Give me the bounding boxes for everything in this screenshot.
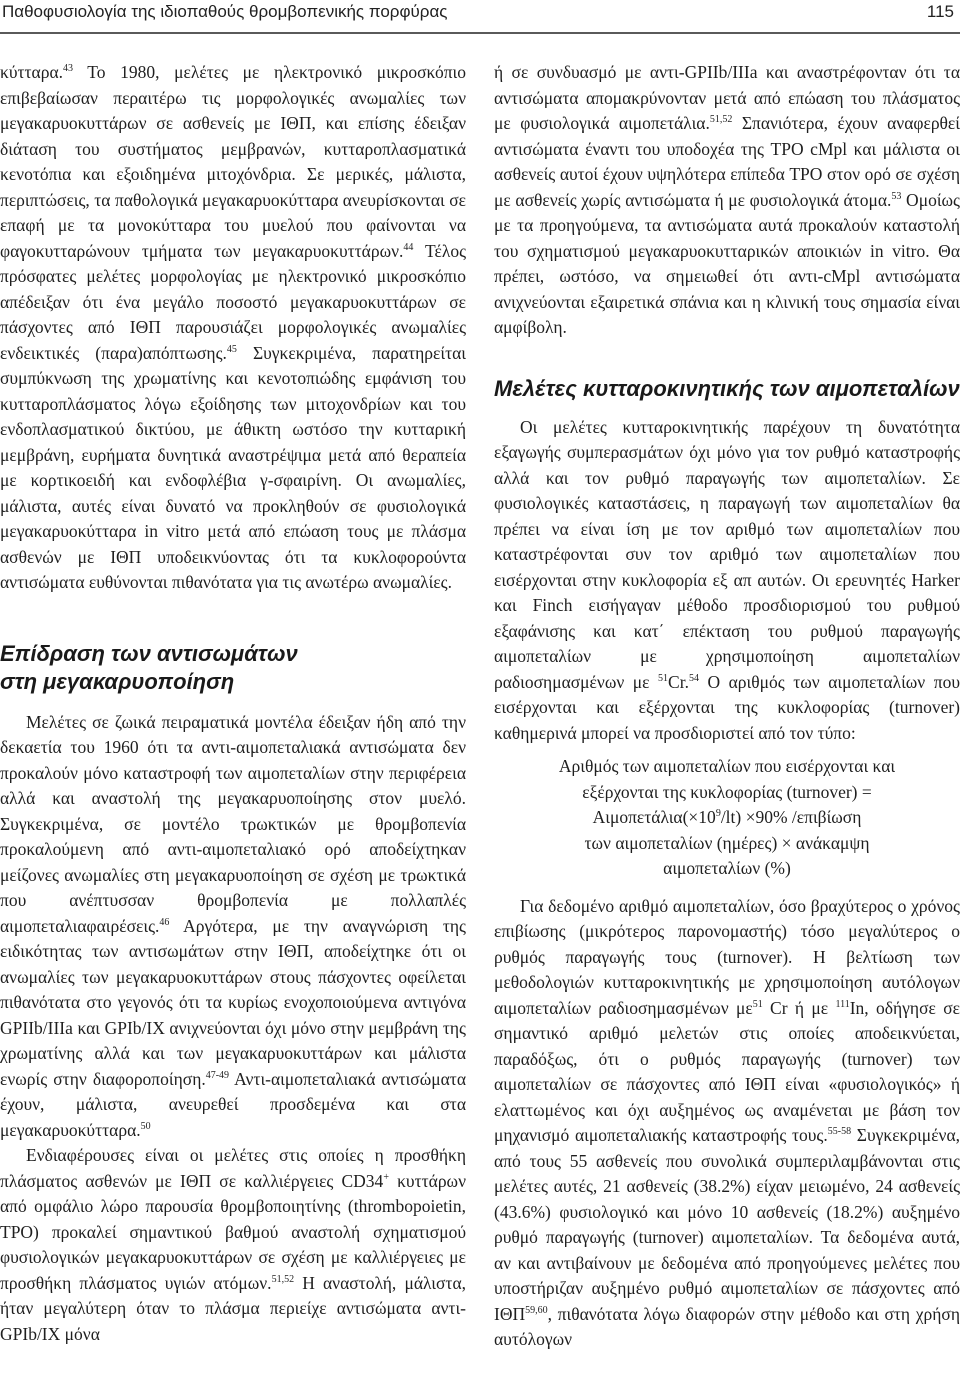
text-run: Αντι-αιμοπεταλιακά αντισώματα έχουν, μάλιστα, ανευρεθεί προσδεμένα και στα μεγακαρυοκύτταρα. — [0, 1068, 466, 1140]
right-column — [494, 60, 960, 1353]
text-run: Μελέτες σε ζωικά πειραματικά μοντέλα έδειξαν ήδη από την δεκαετία του 1960 ότι τα αντι-αιμοπεταλιακά αντισώματα δεν προκαλούν μόνο καταστροφή των αιμοπεταλίων στην περιφέρεια αλλά και αναστολή της μεγακαρυοποίησης στον μυελό. Συγκεκριμένα, σε μοντέλο τρωκτικών με θρομβοπενία προκαλούμενη από αντι-αιμοπεταλιακό ορό αποδείχτηκαν μείζονες ανωμαλίες στη μεγακαρυοποίηση σε σχέση με τρωκτικά που ανέπτυσσαν θρομβοπενία με πολλαπλές αιμοπεταλιαφαιρέσεις. — [0, 711, 466, 936]
text-run: ή σε συνδυασμό με αντι-GPIIb/IIIa και αναστρέφονταν ότι τα αντισώματα απομακρύνονταν μετά από επώαση του πλάσματος με φυσιολογικά αιμοπετάλια. — [494, 62, 960, 133]
text-run: /lt) ×90% /επιβίωση — [720, 807, 862, 827]
text-run: Για δεδομένο αριθμό αιμοπεταλίων, όσο βραχύτερος ο χρόνος επιβίωσης (μικρότερος παρονομαστής) τόσο μεγαλύτερος ο ρυθμός παραγωγής τους (turnover). Η βελτίωση των μεθοδολογιών κυτταροκινητικής με χρησιμοποίηση αυτόλογων αιμοπεταλίων ραδιοσημασμένων με — [494, 895, 960, 1018]
text-run: Οι μελέτες κυτταροκινητικής παρέχουν τη δυνατότητα εξαγωγής συμπερασμάτων όχι μόνο για τον ρυθμό καταστροφής αλλά και τον ρυθμό παραγωγής των αιμοπεταλίων. Σε φυσιολογικές καταστάσεις, η παραγωγή των αιμοπεταλίων θα πρέπει να είναι ίση με τον αριθμό των αιμοπεταλίων που καταστρέφονται συν τον αριθμό των αιμοπεταλίων που εισέρχονται στην κυκλοφορία εξ απ αυτών. Οι ερευνητές Harker και Finch εισήγαγαν μέθοδο προσδιορισμού του ρυθμού εξαφάνισης και κατ΄ επέκταση του ρυθμού παραγωγής αιμοπεταλίων με χρησιμοποίηση αιμοπεταλίων ραδιοσημασμένων με — [494, 416, 960, 692]
text-run: Αργότερα, με την αναγνώριση της ειδικότητας των αντισωμάτων στην ΙΘΠ, αποδείχτηκε ότι οι ανωμαλίες των μεγακαρυοκυττάρων στους πάσχοντες οφείλεται πιθανότατα στο γεγονός ότι τα κυρίως ενοχοποιούμενα αντιγόνα GPIIb/IIIa και GPIb/IX ανιχνεύονται όχι μόνο στην μεμβράνη της χρωματίνης αλλά και των μεγακαρυοκυττάρων και μάλιστα ενωρίς στην διαφοροποίηση. — [0, 915, 466, 1089]
text-run: Συγκεκριμένα, παρατηρείται συμπύκνωση της χρωματίνης και κενοτοπιώδης εμφάνιση του κυτταροπλάσματος λόγω εξοίδησης των μιτοχονδρίων και του ενδοπλασματικού δικτύου, με άθικτη ωστόσο την κυτταρική μεμβράνη, ευρήματα δυνητικά αναστρέψιμα μετά από θεραπεία με κορτικοειδή και ενδοφλέβια γ-σφαιρίνη. Οι ανωμαλίες, μάλιστα, αυτές είναι δυνατό να προκληθούν σε φυσιολογικά μεγακαρυοκύτταρα in vitro μετά από επώαση τους με πλάσμα ασθενών με ΙΘΠ υποδεικνύοντας ότι τα κυκλοφορούντα αντισώματα ευθύνονται πιθανότατα για τις ανωτέρω ανωμαλίες. — [0, 342, 466, 592]
formula-line: εξέρχονται της κυκλοφορίας (turnover) = — [582, 781, 872, 802]
paragraph — [494, 894, 960, 1353]
citation-ref: 47-49 — [205, 1069, 230, 1081]
text-run: Ενδιαφέρουσες είναι οι μελέτες στις οποίες η προσθήκη πλάσματος ασθενών με ΙΘΠ σε καλλιέργειες CD34 — [0, 1145, 466, 1191]
citation-ref: 54 — [688, 672, 699, 684]
formula-line: Αριθμός των αιμοπεταλίων που εισέρχονται και — [558, 756, 896, 776]
text-run: In, οδήγησε σε σημαντικό αριθμό μελετών στις οποίες αποδεικνύεται, παραδόξως, ότι ο ρυθμός παραγωγής (turnover) των αιμοπεταλίων σε πάσχοντες από ΙΘΠ είναι «φυσιολογικός» ή ελαττωμένος και όχι αυξημένος ως αναμένεται με βάση τον μηχανισμό αιμοπεταλιακής καταστροφής τους. — [494, 997, 960, 1145]
paragraph — [494, 60, 960, 341]
citation-ref: 43 — [63, 63, 73, 74]
citation-ref: 55-58 — [827, 1126, 852, 1137]
superscript: 111 — [835, 998, 850, 1010]
text-run: κυττάρων από ομφάλιο λώρο παρουσία θρομβοποιητίνης (thrombopoietin, TPO) προκαλεί σημαντικού βαθμού αναστολή σχηματισμού φυσιολογικών μεγακαρυοκυττάρων σε σχέση με καλλιέργειες με προσθήκη πλάσματος υγιών ατόμων. — [0, 1170, 466, 1293]
citation-ref: 59,60 — [525, 1304, 548, 1316]
heading-line: Επίδραση των αντισωμάτων — [0, 640, 298, 666]
running-head — [0, 0, 960, 30]
page-number: 115 — [926, 2, 954, 21]
text-run: Η αναστολή, μάλιστα, ήταν μεγαλύτερη όταν το πλάσμα περιείχε αντισώματα αντι-GPIb/IX μόνα — [0, 1272, 466, 1344]
citation-ref: 44 — [403, 241, 414, 253]
citation-ref: 45 — [226, 343, 237, 355]
formula-line: των αιμοπεταλίων (ημέρες) × ανάκαμψη — [584, 832, 870, 853]
paragraph — [0, 710, 466, 1144]
left-column — [0, 60, 466, 1347]
superscript: 51 — [752, 998, 763, 1010]
text-run: Cr. — [668, 671, 689, 692]
text-run: Cr ή με — [762, 997, 836, 1018]
formula-line: αιμοπεταλίων (%) — [663, 858, 791, 878]
text-run: Συγκεκριμένα, από τους 55 ασθενείς που συνολικά συμπεριλαμβάνονται στις μελέτες αυτές, 21 ασθενείς (38.2%) είχαν μειωμένο, 24 ασθενείς (43.6%) φυσιολογικό και μόνο 10 ασθενείς (18.2%) αυξημένο ρυθμό παραγωγής (turnover) αιμοπεταλίων. Τα δεδομένα αυτά, αν και αντιβαίνουν με δεδομένα από προηγούμενες μελέτες που υποστήριζαν αυξημένο ρυθμό αιμοπεταλίων σε πάσχοντες από ΙΘΠ — [494, 1125, 960, 1324]
text-run: Ο αριθμός των αιμοπεταλίων που εισέρχονται και εξέρχονται της κυκλοφορίας (turnover) καθημερινά μπορεί να προσδιοριστεί από τον τύπο: — [494, 671, 960, 743]
text-run: , πιθανότατα λόγω διαφορών στην μέθοδο και στη χρήση αυτόλογων — [494, 1303, 960, 1349]
citation-ref: 46 — [159, 916, 170, 928]
header-rule — [0, 32, 960, 34]
citation-ref: 51,52 — [709, 114, 733, 125]
superscript: 9 — [715, 808, 721, 819]
text-run: κύτταρα. — [0, 62, 63, 82]
citation-ref: 50 — [140, 1120, 151, 1132]
paragraph — [0, 1143, 466, 1347]
citation-ref: 53 — [891, 190, 902, 202]
running-title: Παθοφυσιολογία της ιδιοπαθούς θρομβοπενικής πορφύρας — [2, 2, 448, 21]
text-run: Αιμοπετάλια(×10 — [592, 807, 716, 827]
citation-ref: 51,52 — [271, 1273, 295, 1285]
text-run: Το 1980, μελέτες με ηλεκτρονικό μικροσκόπιο επιβεβαίωσαν περαιτέρω τις μορφολογικές ανωμαλίες των μεγακαρυοκυττάρων σε ασθενείς με ΙΘΠ, και επίσης έδειξαν διάταση του συστήματος μεμβρανών, κυτταροπλασματικά κενοτόπια και εξοιδημένα μιτοχόνδρια. Σε μερικές, μάλιστα, περιπτώσεις, τα παθολογικά μεγακαρυοκύτταρα ανευρίσκονται σε επαφή με τα μονοκύτταρα του μυελού που φαίνονται να φαγοκυτταρώνουν τμήματα των μεγακαρυοκυττάρων. — [0, 62, 466, 261]
superscript: 51 — [658, 672, 669, 684]
heading-line: στη μεγακαρυοποίηση — [0, 668, 235, 694]
paragraph — [0, 60, 466, 596]
formula-line — [494, 805, 960, 831]
formula — [494, 754, 960, 882]
text-run: Τέλος πρόσφατες μελέτες μορφολογίας με ηλεκτρονικό μικροσκόπιο απέδειξαν ότι ένα μεγάλο ποσοστό μεγακαρυοκυττάρων σε πάσχοντες από ΙΘΠ παρουσιάζει μορφολογικές ανωμαλίες ενδεικτικές (παρα)απόπτωσης. — [0, 240, 466, 363]
text-run: Σπανιότερα, έχουν αναφερθεί αντισώματα έναντι του υποδοχέα της TPO cMpl και μάλιστα οι ασθενείς αυτοί έχουν υψηλότερα επίπεδα TPO στον ορό σε σχέση με ασθενείς χωρίς αντισώματα ή με φυσιολογικά άτομα. — [494, 113, 960, 210]
section-heading — [0, 640, 466, 696]
section-heading: Μελέτες κυτταροκινητικής των αιμοπεταλίων — [494, 375, 960, 401]
paragraph — [494, 415, 960, 747]
text-run: Ομοίως με τα προηγούμενα, τα αντισώματα αυτά προκαλούν καταστολή του σχηματισμού μεγακαρυοκυτταρικών αποικιών in vitro. Θα πρέπει, ωστόσο, να σημειωθεί ότι αντι-cMpl αντισώματα ανιχνεύονται εξαιρετικά σπάνια και η κλινική τους σημασία είναι αμφίβολη. — [494, 189, 960, 337]
superscript: + — [383, 1171, 389, 1183]
